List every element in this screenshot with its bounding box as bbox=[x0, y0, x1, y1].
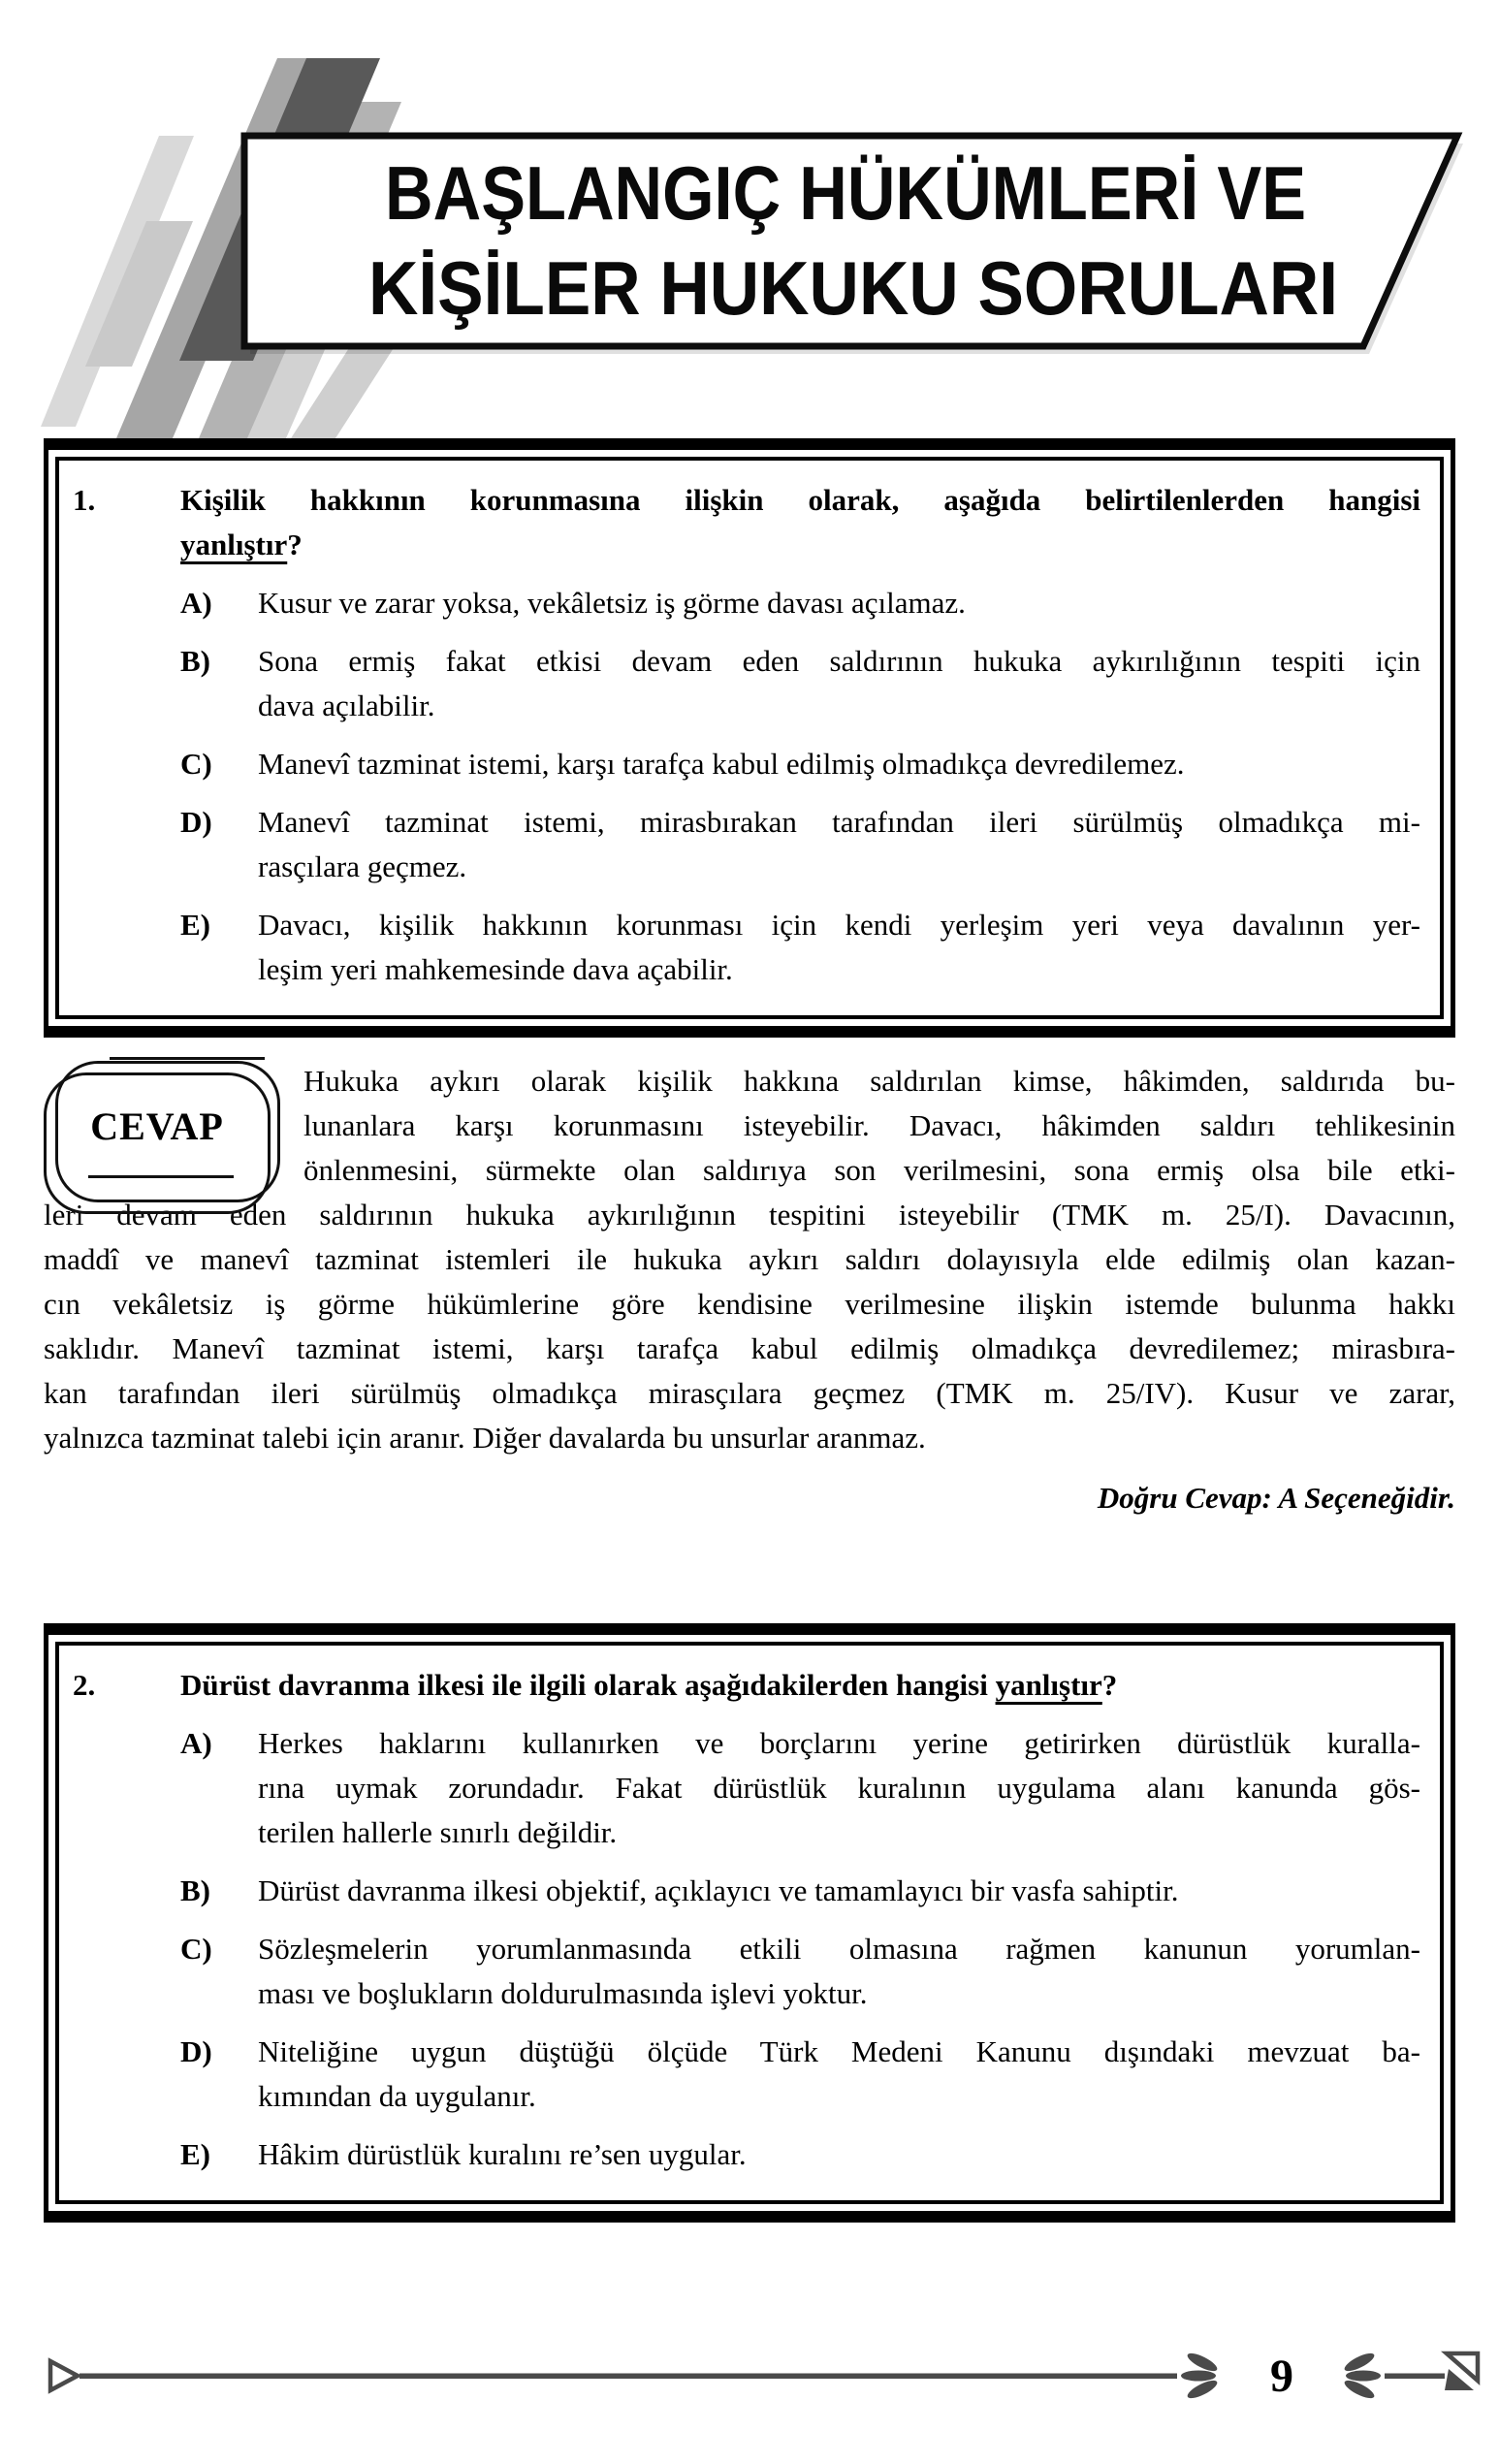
footer-rule bbox=[80, 2374, 1177, 2380]
question-title bbox=[180, 478, 1420, 567]
option-letter: D) bbox=[180, 2034, 212, 2068]
footer-rule-short bbox=[1385, 2374, 1445, 2380]
option-row-e bbox=[180, 2132, 1420, 2177]
option-text bbox=[258, 800, 1420, 889]
badge-bottom-line bbox=[88, 1175, 234, 1178]
option-text-line: Manevî tazminat istemi, karşı tarafça kabul edilmiş olmadıkça devredilemez. bbox=[258, 747, 1185, 781]
underlined-keyword: yanlıştır bbox=[180, 528, 288, 561]
option-letter: B) bbox=[180, 1873, 210, 1907]
option-letter: A) bbox=[180, 586, 212, 620]
question-title-line bbox=[180, 1663, 1420, 1708]
option-text-line: Kusur ve zarar yoksa, vekâletsiz iş görme davası açılamaz. bbox=[258, 586, 966, 620]
cevap-line: lunanlara karşı korunmasını isteyebilir. Davacı, hâkimden saldırı tehlikesinin bbox=[303, 1108, 1455, 1142]
cevap-line: leri devam eden saldırının hukuka aykırılığının tespitini isteyebilir (TMK m. 25/I). Davacının, bbox=[44, 1198, 1455, 1232]
option-row-c bbox=[180, 1927, 1420, 2016]
footer-end-ornament-icon bbox=[1445, 2353, 1478, 2390]
option-text-line: rasçılara geçmez. bbox=[258, 849, 467, 883]
chapter-title-line-1: BAŞLANGIÇ HÜKÜMLERİ VE bbox=[385, 150, 1306, 236]
answer-section bbox=[44, 1059, 1455, 1460]
badge-top-line bbox=[110, 1057, 265, 1060]
option-text bbox=[258, 742, 1420, 786]
option-text-line: dava açılabilir. bbox=[258, 688, 435, 722]
option-text-line: Sona ermiş fakat etkisi devam eden saldırının hukuka aykırılığının tespiti için bbox=[258, 644, 1420, 678]
question-box-1 bbox=[44, 438, 1455, 1038]
option-text-line: ması ve boşlukların doldurulmasında işlevi yoktur. bbox=[258, 1976, 868, 2010]
option-text-line: Sözleşmelerin yorumlanmasında etkili olmasına rağmen kanunun yorumlan- bbox=[258, 1932, 1420, 1966]
question-content bbox=[180, 478, 1420, 992]
option-text bbox=[258, 1927, 1420, 2016]
option-letter: E) bbox=[180, 908, 210, 942]
option-letter: B) bbox=[180, 644, 210, 678]
question-box-1-inner bbox=[55, 457, 1444, 1019]
option-text-line: kımından da uygulanır. bbox=[258, 2079, 536, 2113]
option-row-a bbox=[180, 1721, 1420, 1855]
option-text-line: Dürüst davranma ilkesi objektif, açıklayıcı ve tamamlayıcı bir vasfa sahiptir. bbox=[258, 1873, 1179, 1907]
option-text bbox=[258, 2030, 1420, 2119]
title-prefix: Dürüst davranma ilkesi ile ilgili olarak aşağıdakilerden hangisi bbox=[180, 1668, 996, 1702]
option-text-line: Niteliğine uygun düştüğü ölçüde Türk Medeni Kanunu dışındaki mevzuat ba- bbox=[258, 2034, 1420, 2068]
option-row-b bbox=[180, 1869, 1420, 1913]
question-title-line bbox=[180, 523, 1420, 567]
correct-answer-note: Doğru Cevap: A Seçeneğidir. bbox=[1097, 1481, 1455, 1515]
option-text bbox=[258, 1721, 1420, 1855]
underlined-keyword: yanlıştır bbox=[995, 1668, 1102, 1702]
option-text-line: Manevî tazminat istemi, mirasbırakan tarafından ileri sürülmüş olmadıkça mi- bbox=[258, 805, 1420, 839]
option-letter: A) bbox=[180, 1726, 212, 1760]
chapter-title-line-2: KİŞİLER HUKUKU SORULARI bbox=[368, 245, 1338, 331]
cevap-line: maddî ve manevî tazminat istemleri ile hukuka aykırı saldırı dolayısıyla elde edilmiş olan kazan- bbox=[44, 1242, 1455, 1276]
question-box-2 bbox=[44, 1623, 1455, 2223]
option-text bbox=[258, 639, 1420, 728]
page-number: 9 bbox=[1270, 2351, 1293, 2402]
footer-left-arrow-icon bbox=[50, 2361, 78, 2390]
cevap-line: önlenmesini, sürmekte olan saldırıya son verilmesini, sona ermiş olsa bile etki- bbox=[303, 1153, 1455, 1187]
option-row-d bbox=[180, 2030, 1420, 2119]
option-row-d bbox=[180, 800, 1420, 889]
header-banner bbox=[0, 0, 1499, 438]
cevap-line: cın vekâletsiz iş görme hükümlerine göre kendisine verilmesine ilişkin istemde bulunma hakkı bbox=[44, 1287, 1455, 1321]
question-box-2-inner bbox=[55, 1642, 1444, 2204]
option-letter: D) bbox=[180, 805, 212, 839]
option-text-line: Davacı, kişilik hakkının korunması için kendi yerleşim yeri veya davalının yer- bbox=[258, 908, 1420, 942]
title-tail: ? bbox=[287, 528, 303, 561]
title-tail: ? bbox=[1101, 1668, 1118, 1702]
option-text-line: Herkes haklarını kullanırken ve borçlarını yerine getirirken dürüstlük kuralla- bbox=[258, 1726, 1420, 1760]
cevap-line: kan tarafından ileri sürülmüş olmadıkça mirasçılara geçmez (TMK m. 25/IV). Kusur ve zarar, bbox=[44, 1376, 1455, 1410]
question-content bbox=[180, 1663, 1420, 2177]
option-text-line: leşim yeri mahkemesinde dava açabilir. bbox=[258, 952, 733, 986]
option-letter: C) bbox=[180, 1932, 212, 1966]
cevap-badge bbox=[44, 1061, 280, 1216]
option-text-line: Hâkim dürüstlük kuralını re’sen uygular. bbox=[258, 2137, 747, 2171]
cevap-line: saklıdır. Manevî tazminat istemi, karşı tarafça kabul edilmiş olmadıkça devredilemez; mirasbıra- bbox=[44, 1331, 1455, 1365]
question-title bbox=[180, 1663, 1420, 1708]
page-footer bbox=[0, 2346, 1499, 2414]
question-number: 2. bbox=[73, 1668, 96, 1702]
cevap-label: CEVAP bbox=[90, 1104, 224, 1148]
option-row-e bbox=[180, 903, 1420, 992]
footer-fletching-right-icon bbox=[1342, 2350, 1381, 2401]
option-text bbox=[258, 1869, 1420, 1913]
cevap-line: Hukuka aykırı olarak kişilik hakkına saldırılan kimse, hâkimden, saldırıda bu- bbox=[303, 1064, 1455, 1098]
footer-fletching-left-icon bbox=[1181, 2350, 1220, 2401]
question-number: 1. bbox=[73, 483, 96, 517]
option-row-a bbox=[180, 581, 1420, 625]
option-letter: C) bbox=[180, 747, 212, 781]
option-row-b bbox=[180, 639, 1420, 728]
option-row-c bbox=[180, 742, 1420, 786]
question-title-line: Kişilik hakkının korunmasına ilişkin olarak, aşağıda belirtilenlerden hangisi bbox=[180, 483, 1420, 517]
option-text-line: rına uymak zorundadır. Fakat dürüstlük kuralının uygulama alanı kanunda gös- bbox=[258, 1771, 1420, 1805]
option-text bbox=[258, 903, 1420, 992]
option-letter: E) bbox=[180, 2137, 210, 2171]
option-text-line: terilen hallerle sınırlı değildir. bbox=[258, 1815, 618, 1849]
option-text bbox=[258, 581, 1420, 625]
option-text bbox=[258, 2132, 1420, 2177]
cevap-line: yalnızca tazminat talebi için aranır. Diğer davalarda bu unsurlar aranmaz. bbox=[44, 1421, 926, 1455]
